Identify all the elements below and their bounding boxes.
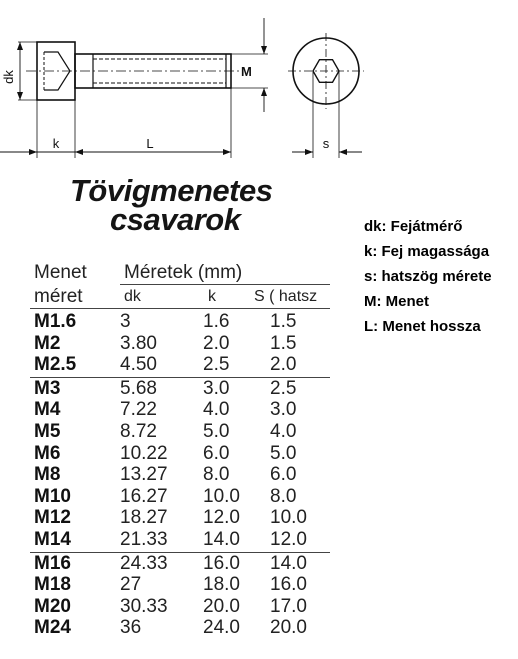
head-height-cell: 20.0 bbox=[203, 595, 240, 617]
head-height-cell: 18.0 bbox=[203, 574, 240, 596]
head-diameter-cell: 4.50 bbox=[120, 354, 157, 376]
table-row bbox=[0, 596, 340, 618]
table-row bbox=[0, 399, 340, 421]
head-diameter-cell: 24.33 bbox=[120, 552, 168, 574]
table-row bbox=[0, 443, 340, 465]
head-height-cell: 6.0 bbox=[203, 442, 230, 464]
thread-size-cell: M14 bbox=[34, 529, 71, 550]
head-height-cell: 1.6 bbox=[203, 311, 230, 332]
legend-item-s: s: hatszög mérete bbox=[364, 268, 492, 285]
head-height-cell: 2.5 bbox=[203, 354, 230, 376]
hex-size-cell: 17.0 bbox=[270, 595, 307, 617]
head-diameter-cell: 5.68 bbox=[120, 377, 157, 399]
thread-size-cell: M12 bbox=[34, 507, 71, 529]
header-k: k bbox=[208, 288, 216, 305]
s-dim-label: s bbox=[322, 136, 330, 151]
header-meret: méret bbox=[34, 286, 83, 307]
legend-item-M: M: Menet bbox=[364, 293, 429, 310]
head-height-cell: 8.0 bbox=[203, 464, 230, 486]
head-diameter-cell: 27 bbox=[120, 574, 142, 596]
table-row bbox=[0, 617, 340, 639]
M-dim-label: M bbox=[241, 64, 252, 79]
head-height-cell: 10.0 bbox=[203, 485, 240, 507]
title-line-1: Tövigmenetes bbox=[70, 173, 273, 208]
screw-technical-drawing bbox=[0, 0, 518, 170]
L-dim-label: L bbox=[146, 136, 154, 151]
hex-size-cell: 12.0 bbox=[270, 529, 307, 550]
dk-dim-label: dk bbox=[1, 70, 16, 84]
thread-size-cell: M2 bbox=[34, 332, 61, 354]
hex-size-cell: 8.0 bbox=[270, 485, 297, 507]
head-diameter-cell: 3 bbox=[120, 311, 131, 332]
table-row bbox=[0, 311, 340, 333]
head-height-cell: 16.0 bbox=[203, 552, 240, 574]
head-height-cell: 3.0 bbox=[203, 377, 230, 399]
thread-size-cell: M4 bbox=[34, 399, 61, 421]
table-row bbox=[0, 486, 340, 508]
table-row bbox=[0, 507, 340, 529]
hex-size-cell: 10.0 bbox=[270, 507, 307, 529]
hex-size-cell: 5.0 bbox=[270, 442, 297, 464]
hex-size-cell: 1.5 bbox=[270, 311, 297, 332]
table-row bbox=[0, 333, 340, 355]
table-row bbox=[0, 464, 340, 486]
k-dim-label: k bbox=[52, 136, 60, 151]
head-height-cell: 4.0 bbox=[203, 399, 230, 421]
head-height-cell: 12.0 bbox=[203, 507, 240, 529]
hex-size-cell: 4.0 bbox=[270, 421, 297, 442]
table-row bbox=[0, 529, 340, 551]
thread-size-cell: M3 bbox=[34, 377, 61, 399]
title-line-2: csavarok bbox=[110, 202, 241, 237]
header-dk: dk bbox=[124, 288, 141, 305]
hex-size-cell: 1.5 bbox=[270, 332, 297, 354]
table-row bbox=[0, 378, 340, 400]
table-row bbox=[0, 553, 340, 575]
head-height-cell: 24.0 bbox=[203, 617, 240, 639]
table-title bbox=[70, 173, 350, 237]
head-diameter-cell: 7.22 bbox=[120, 399, 157, 421]
table-row bbox=[0, 421, 340, 443]
head-diameter-cell: 18.27 bbox=[120, 507, 168, 529]
thread-size-cell: M24 bbox=[34, 617, 71, 639]
thread-size-cell: M5 bbox=[34, 421, 61, 442]
head-diameter-cell: 36 bbox=[120, 617, 142, 639]
table-row bbox=[0, 354, 340, 376]
header-rule bbox=[120, 284, 330, 285]
thread-size-cell: M16 bbox=[34, 552, 71, 574]
legend-item-k: k: Fej magassága bbox=[364, 243, 490, 260]
head-diameter-cell: 21.33 bbox=[120, 529, 168, 550]
hex-size-cell: 16.0 bbox=[270, 574, 307, 596]
head-diameter-cell: 3.80 bbox=[120, 332, 157, 354]
head-diameter-cell: 30.33 bbox=[120, 595, 168, 617]
thread-size-cell: M8 bbox=[34, 464, 61, 486]
head-height-cell: 14.0 bbox=[203, 529, 240, 550]
head-diameter-cell: 10.22 bbox=[120, 442, 168, 464]
head-height-cell: 5.0 bbox=[203, 421, 230, 442]
hex-size-cell: 14.0 bbox=[270, 552, 307, 574]
head-diameter-cell: 13.27 bbox=[120, 464, 168, 486]
thread-size-cell: M10 bbox=[34, 485, 71, 507]
head-diameter-cell: 8.72 bbox=[120, 421, 157, 442]
thread-size-cell: M2.5 bbox=[34, 354, 77, 376]
hex-size-cell: 20.0 bbox=[270, 617, 307, 639]
header-s: S ( hatsz bbox=[254, 288, 318, 305]
thread-size-cell: M20 bbox=[34, 595, 71, 617]
hex-size-cell: 3.0 bbox=[270, 399, 297, 421]
hex-size-cell: 2.0 bbox=[270, 354, 297, 376]
thread-size-cell: M18 bbox=[34, 574, 71, 596]
table-row bbox=[0, 574, 340, 596]
hex-size-cell: 6.0 bbox=[270, 464, 297, 486]
head-height-cell: 2.0 bbox=[203, 332, 230, 354]
header-meretek: Méretek (mm) bbox=[124, 262, 243, 283]
header-menet: Menet bbox=[34, 262, 87, 283]
thread-size-cell: M1.6 bbox=[34, 311, 77, 332]
table-top-rule bbox=[30, 308, 330, 309]
legend-item-dk: dk: Fejátmérő bbox=[364, 218, 463, 235]
hex-size-cell: 2.5 bbox=[270, 377, 297, 399]
legend-item-L: L: Menet hossza bbox=[364, 318, 481, 335]
head-diameter-cell: 16.27 bbox=[120, 485, 168, 507]
thread-size-cell: M6 bbox=[34, 442, 61, 464]
dimension-legend bbox=[364, 214, 492, 339]
